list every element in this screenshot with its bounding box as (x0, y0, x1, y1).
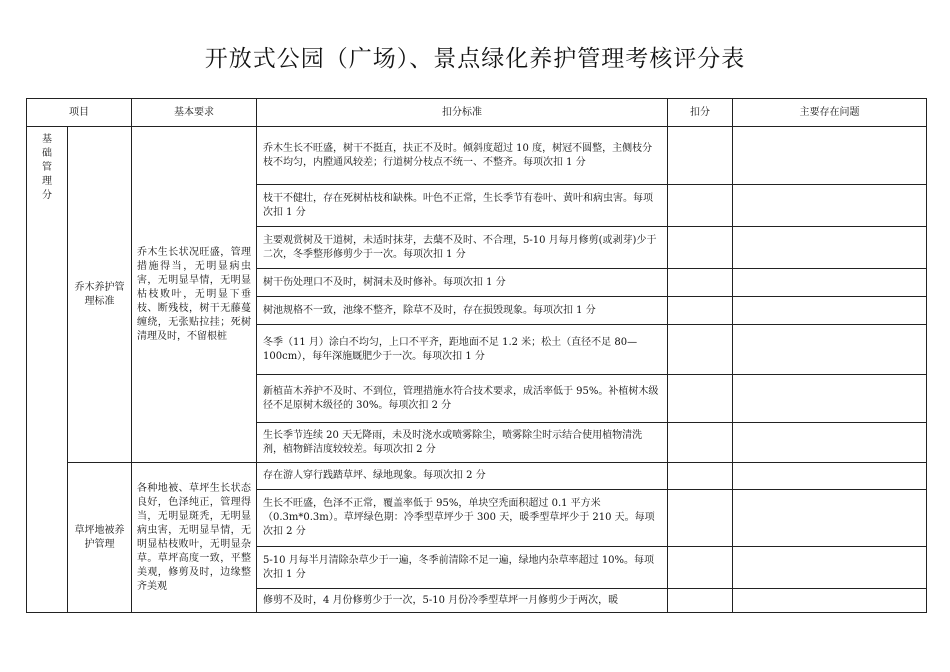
table-row (27, 463, 927, 490)
deduct-cell[interactable] (668, 127, 733, 185)
deduct-cell[interactable] (668, 490, 733, 547)
category-label: 基础管理分 (42, 134, 52, 201)
table-row (27, 127, 927, 185)
criteria-cell: 存在游人穿行践踏草坪、绿地现象。每项次扣 2 分 (257, 463, 668, 490)
criteria-cell: 枝干不健壮，存在死树枯枝和缺株。叶色不正常，生长季节有卷叶、黄叶和病虫害。每项次扣 1 分 (257, 185, 668, 227)
issue-cell[interactable] (733, 490, 927, 547)
header-issues: 主要存在问题 (733, 99, 927, 127)
deduct-cell[interactable] (668, 325, 733, 375)
header-project: 项目 (27, 99, 132, 127)
issue-cell[interactable] (733, 297, 927, 325)
header-deduct: 扣分 (668, 99, 733, 127)
category-cell (27, 127, 68, 613)
issue-cell[interactable] (733, 127, 927, 185)
deduct-cell[interactable] (668, 423, 733, 463)
issue-cell[interactable] (733, 463, 927, 490)
deduct-cell[interactable] (668, 547, 733, 589)
criteria-cell: 乔木生长不旺盛，树干不挺直，扶正不及时。倾斜度超过 10 度，树冠不圆整，主侧枝分枝不均匀，内膛通风较差；行道树分枝点不统一、不整齐。每项次扣 1 分 (257, 127, 668, 185)
criteria-cell: 5-10 月每半月清除杂草少于一遍，冬季前清除不足一遍，绿地内杂草率超过 10%。每项次扣 1 分 (257, 547, 668, 589)
item-cell: 乔木养护管理标准 (68, 127, 132, 463)
issue-cell[interactable] (733, 185, 927, 227)
criteria-cell: 修剪不及时，4 月份修剪少于一次，5-10 月份冷季型草坪一月修剪少于两次，暖 (257, 589, 668, 613)
header-basic: 基本要求 (132, 99, 257, 127)
page-title: 开放式公园（广场）、景点绿化养护管理考核评分表 (204, 46, 746, 72)
issue-cell[interactable] (733, 325, 927, 375)
criteria-cell: 新植苗木养护不及时、不到位，管理措施水符合技术要求，成活率低于 95%。补植树木级径不足原树木级径的 30%。每项次扣 2 分 (257, 375, 668, 423)
deduct-cell[interactable] (668, 463, 733, 490)
issue-cell[interactable] (733, 227, 927, 269)
deduct-cell[interactable] (668, 185, 733, 227)
deduct-cell[interactable] (668, 227, 733, 269)
item-cell: 草坪地被养护管理 (68, 463, 132, 613)
criteria-cell: 主要观赏树及干道树，未适时抹芽，去蘖不及时、不合理，5-10 月每月修剪(或剥芽)少于二次，冬季整形修剪少于一次。每项次扣 1 分 (257, 227, 668, 269)
criteria-cell: 树干伤处理口不及时，树洞未及时修补。每项次扣 1 分 (257, 269, 668, 297)
issue-cell[interactable] (733, 547, 927, 589)
criteria-cell: 生长不旺盛，色泽不正常，覆盖率低于 95%，单块空秃面积超过 0.1 平方米（0.3m*0.3m）。草坪绿色期：冷季型草坪少于 300 天，暖季型草坪少于 210 天。每项次扣 2 分 (257, 490, 668, 547)
deduct-cell[interactable] (668, 269, 733, 297)
criteria-cell: 树池规格不一致，池缘不整齐，除草不及时，存在损毁现象。每项次扣 1 分 (257, 297, 668, 325)
issue-cell[interactable] (733, 269, 927, 297)
criteria-cell: 生长季节连续 20 天无降雨，未及时浇水或喷雾除尘，喷雾除尘时示结合使用植物清洗剂，植物鲜洁度较较差。每项次扣 2 分 (257, 423, 668, 463)
deduct-cell[interactable] (668, 589, 733, 613)
requirement-cell: 各种地被、草坪生长状态良好，色泽纯正，管理得当，无明显斑秃，无明显病虫害，无明显旱情，无明显枯枝败叶，无明显杂草。草坪高度一致，平整美观，修剪及时，边缘整齐美观 (132, 463, 257, 613)
criteria-cell: 冬季（11 月）涂白不均匀，上口不平齐，距地面不足 1.2 米；松土（直径不足 80—100cm），每年深施厩肥少于一次。每项次扣 1 分 (257, 325, 668, 375)
header-criteria: 扣分标准 (257, 99, 668, 127)
issue-cell[interactable] (733, 375, 927, 423)
deduct-cell[interactable] (668, 375, 733, 423)
requirement-cell: 乔木生长状况旺盛，管理措施得当，无明显病虫害，无明显旱情，无明显枯枝败叶，无明显下垂枝、断残枝，树干无藤蔓缠绕，无张贴拉挂；死树清理及时，不留根桩 (132, 127, 257, 463)
issue-cell[interactable] (733, 423, 927, 463)
deduct-cell[interactable] (668, 297, 733, 325)
scoring-table (26, 98, 927, 613)
header-row (27, 99, 927, 127)
issue-cell[interactable] (733, 589, 927, 613)
